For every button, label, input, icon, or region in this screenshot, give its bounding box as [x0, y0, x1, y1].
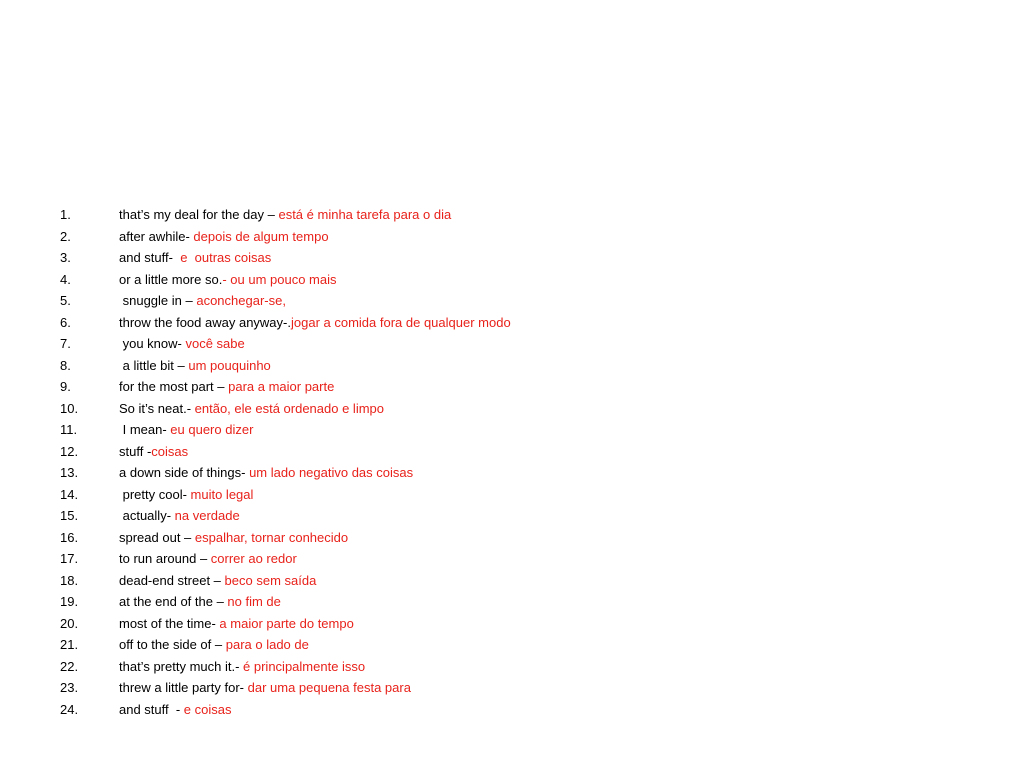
english-phrase: or a little more so. — [119, 271, 223, 287]
item-number: 13. — [60, 465, 79, 480]
item-text — [119, 226, 329, 248]
item-text — [119, 462, 413, 484]
portuguese-translation: eu quero dizer — [170, 422, 254, 437]
item-text — [119, 312, 511, 334]
english-phrase: spread out – — [119, 529, 195, 545]
list-item — [60, 634, 1000, 656]
list-item — [60, 333, 1000, 355]
item-number: 21. — [60, 637, 79, 652]
item-text — [119, 290, 286, 312]
portuguese-translation: você sabe — [185, 336, 245, 351]
english-phrase: off to the side of – — [119, 637, 226, 652]
item-text — [119, 570, 316, 592]
list-item — [60, 226, 1000, 248]
english-phrase: most of the time- — [119, 615, 220, 631]
item-number: 15. — [60, 508, 79, 523]
item-number: 24. — [60, 701, 79, 717]
english-phrase: I mean- — [119, 422, 171, 437]
portuguese-translation: para o lado de — [225, 637, 309, 652]
phrase-list — [60, 204, 1000, 720]
item-text — [119, 699, 232, 721]
item-text — [119, 484, 253, 506]
item-number: 22. — [60, 658, 79, 674]
item-text — [119, 677, 411, 699]
english-phrase: pretty cool- — [119, 486, 191, 502]
item-number: 2. — [60, 228, 71, 244]
item-number: 5. — [60, 293, 71, 308]
item-number: 1. — [60, 207, 71, 222]
portuguese-translation: então, ele está ordenado e limpo — [194, 400, 384, 416]
list-item — [60, 441, 1000, 463]
item-text — [119, 505, 240, 527]
english-phrase: a down side of things- — [119, 465, 250, 480]
english-phrase: and stuff- — [119, 250, 181, 265]
item-number: 20. — [60, 615, 79, 631]
list-item — [60, 355, 1000, 377]
portuguese-translation: espalhar, tornar conhecido — [194, 529, 349, 545]
english-phrase: threw a little party for- — [119, 680, 248, 695]
item-number: 17. — [60, 551, 79, 566]
english-phrase: So it’s neat.- — [119, 400, 195, 416]
item-number: 19. — [60, 594, 79, 609]
item-text — [119, 355, 271, 377]
english-phrase: and stuff - — [119, 701, 184, 717]
list-item — [60, 419, 1000, 441]
portuguese-translation: jogar a comida fora de qualquer modo — [290, 314, 511, 330]
english-phrase: stuff - — [119, 443, 152, 459]
portuguese-translation: na verdade — [174, 508, 240, 523]
list-item — [60, 247, 1000, 269]
item-text — [119, 376, 334, 398]
item-number: 7. — [60, 336, 71, 351]
english-phrase: that’s pretty much it.- — [119, 658, 244, 674]
item-text — [119, 441, 188, 463]
english-phrase: dead-end street – — [119, 572, 225, 588]
item-number: 14. — [60, 486, 79, 502]
item-number: 12. — [60, 443, 79, 459]
english-phrase: snuggle in – — [119, 293, 197, 308]
item-text — [119, 247, 271, 269]
english-phrase: to run around – — [119, 551, 211, 566]
item-number: 6. — [60, 314, 71, 330]
english-phrase: throw the food away anyway-. — [119, 314, 291, 330]
item-number: 10. — [60, 400, 79, 416]
item-text — [119, 419, 253, 441]
list-item — [60, 656, 1000, 678]
item-number: 23. — [60, 680, 79, 695]
item-text — [119, 398, 384, 420]
portuguese-translation: para a maior parte — [228, 379, 335, 394]
list-item — [60, 376, 1000, 398]
item-number: 11. — [60, 422, 78, 437]
portuguese-translation: muito legal — [190, 486, 254, 502]
portuguese-translation: no fim de — [227, 594, 281, 609]
list-item — [60, 505, 1000, 527]
item-number: 3. — [60, 250, 71, 265]
english-phrase: after awhile- — [119, 228, 194, 244]
item-text — [119, 269, 337, 291]
item-text — [119, 527, 348, 549]
item-number: 9. — [60, 379, 71, 394]
list-item — [60, 269, 1000, 291]
item-number: 16. — [60, 529, 79, 545]
item-number: 8. — [60, 357, 71, 373]
portuguese-translation: a maior parte do tempo — [219, 615, 354, 631]
portuguese-translation: um pouquinho — [188, 357, 271, 373]
item-text — [119, 656, 365, 678]
item-number: 18. — [60, 572, 79, 588]
portuguese-translation: e coisas — [183, 701, 232, 717]
item-text — [119, 634, 309, 656]
portuguese-translation: coisas — [151, 443, 189, 459]
list-item — [60, 613, 1000, 635]
list-item — [60, 462, 1000, 484]
item-text — [119, 204, 451, 226]
portuguese-translation: está é minha tarefa para o dia — [278, 207, 452, 222]
portuguese-translation: - ou um pouco mais — [222, 271, 337, 287]
portuguese-translation: beco sem saída — [224, 572, 317, 588]
item-text — [119, 548, 297, 570]
english-phrase: you know- — [119, 336, 186, 351]
list-item — [60, 677, 1000, 699]
english-phrase: actually- — [119, 508, 175, 523]
item-text — [119, 333, 245, 355]
list-item — [60, 591, 1000, 613]
portuguese-translation: um lado negativo das coisas — [249, 465, 414, 480]
list-item — [60, 290, 1000, 312]
item-number: 4. — [60, 271, 71, 287]
list-item — [60, 548, 1000, 570]
list-item — [60, 204, 1000, 226]
list-item — [60, 570, 1000, 592]
list-item — [60, 484, 1000, 506]
english-phrase: at the end of the – — [119, 594, 228, 609]
portuguese-translation: depois de algum tempo — [193, 228, 329, 244]
list-item — [60, 398, 1000, 420]
list-item — [60, 312, 1000, 334]
portuguese-translation: é principalmente isso — [243, 658, 366, 674]
portuguese-translation: e outras coisas — [180, 250, 272, 265]
english-phrase: a little bit – — [119, 357, 189, 373]
list-item — [60, 699, 1000, 721]
item-text — [119, 591, 281, 613]
english-phrase: for the most part – — [119, 379, 229, 394]
item-text — [119, 613, 354, 635]
list-item — [60, 527, 1000, 549]
english-phrase: that’s my deal for the day – — [119, 207, 279, 222]
portuguese-translation: dar uma pequena festa para — [247, 680, 411, 695]
portuguese-translation: aconchegar-se, — [196, 293, 286, 308]
portuguese-translation: correr ao redor — [210, 551, 297, 566]
